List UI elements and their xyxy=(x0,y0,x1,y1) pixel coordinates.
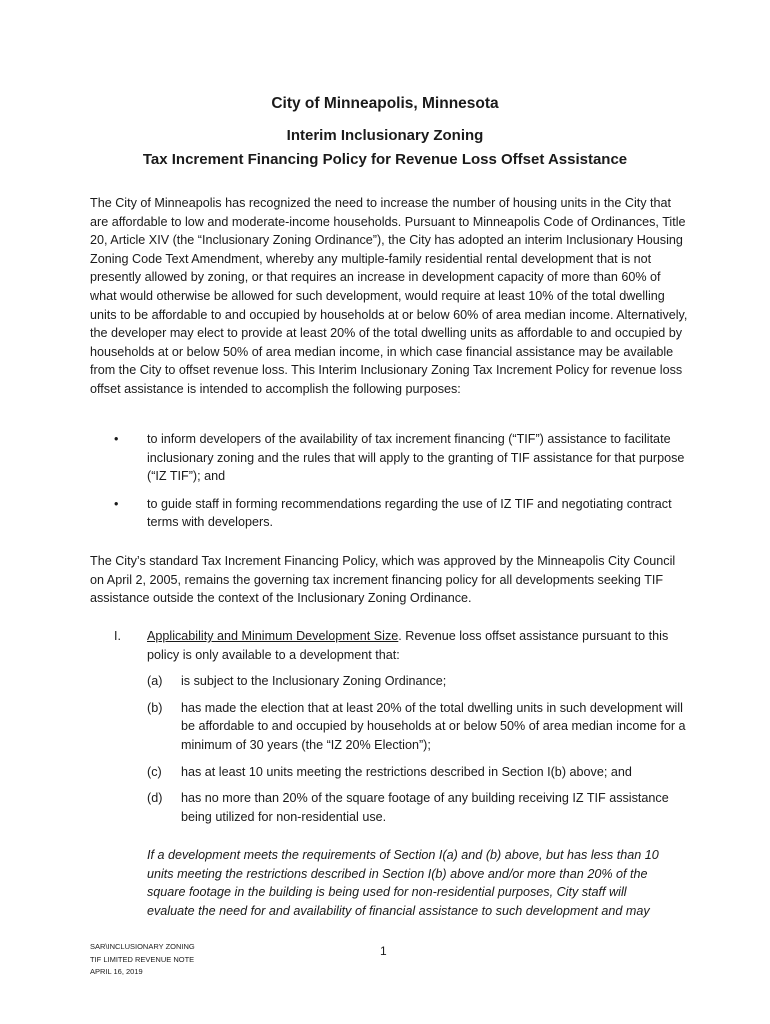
section-title: Applicability and Minimum Development Size xyxy=(147,629,399,643)
standard-policy-paragraph: The City’s standard Tax Increment Financing Policy, which was approved by the Minneapolis City Council on April 2, 2005, remains the governing tax increment financing policy for all developments seeking TIF assistance outside the context of the Inclusionary Zoning Ordinance. xyxy=(90,554,676,606)
italic-note: If a development meets the requirements of Section I(a) and (b) above, but has less than 10 units meeting the restrictions described in Section I(b) above and/or more than 20% of the square footage in the building is being used for non-residential purposes, City staff will evaluate the need for and availability of financial assistance to such development and may xyxy=(147,848,659,918)
item-text: is subject to the Inclusionary Zoning Ordinance; xyxy=(181,674,447,689)
item-label: (a) xyxy=(147,674,163,689)
list-item xyxy=(90,495,690,532)
footer-line-2: TIF LIMITED REVENUE NOTE xyxy=(90,954,195,964)
item-text: has no more than 20% of the square footage of any building receiving IZ TIF assistance being utilized for non-residential use. xyxy=(181,791,669,824)
section-intro: . Revenue loss offset assistance pursuant to this policy is only available to a development that: xyxy=(147,629,669,662)
list-item xyxy=(90,430,690,486)
list-item xyxy=(90,789,690,826)
document-title: City of Minneapolis, Minnesota xyxy=(271,95,499,112)
section-applicability xyxy=(90,627,690,834)
item-text: has at least 10 units meeting the restrictions described in Section I(b) above; and xyxy=(181,764,632,779)
footer-reference xyxy=(90,941,195,979)
item-label: (c) xyxy=(147,764,162,779)
purpose-bullet-list xyxy=(90,430,690,541)
intro-paragraph: The City of Minneapolis has recognized the need to increase the number of housing units in the City that are affordable to low and moderate-income households. Pursuant to Minneapolis Code of Ordinances, Title 20, Article XIV (the “Inclusionary Zoning Ordinance”), the City has adopted an interim Inclusionary Housing Zoning Code Text Amendment, whereby any multiple-family residential rental development that is not presently allowed by zoning, or that requires an increase in development capacity of more than 60% of what would otherwise be allowed for such development, would require at least 10% of the total dwelling units to be affordable to and occupied by households at or below 60% of area median income. Alternatively, the developer may elect to provide at least 20% of the total dwelling units as affordable to and occupied by households at or below 50% of area median income, in which case financial assistance may be available from the City to offset revenue loss. This Interim Inclusionary Zoning Tax Increment Policy for revenue loss offset assistance is intended to accomplish the following purposes: xyxy=(90,196,688,396)
section-number: I. xyxy=(114,629,121,643)
bullet-text: to guide staff in forming recommendations regarding the use of IZ TIF and negotiating contract terms with developers. xyxy=(147,496,672,530)
footer-line-1: SAR\INCLUSIONARY ZONING xyxy=(90,942,195,951)
requirement-list xyxy=(90,672,690,826)
list-item xyxy=(90,763,690,782)
document-subtitle-2: Tax Increment Financing Policy for Revenue Loss Offset Assistance xyxy=(142,151,628,168)
bullet-icon: • xyxy=(114,432,119,446)
item-label: (b) xyxy=(147,700,163,715)
footer-line-3: APRIL 16, 2019 xyxy=(90,967,143,976)
page-number: 1 xyxy=(380,944,387,958)
bullet-icon: • xyxy=(114,496,119,511)
list-item xyxy=(90,672,690,691)
item-label: (d) xyxy=(147,791,163,806)
list-item xyxy=(90,699,690,755)
document-header xyxy=(0,94,770,170)
section-heading xyxy=(90,627,690,664)
bullet-text: to inform developers of the availability of tax increment financing (“TIF”) assistance to facilitate inclusionary zoning and the rules that will apply to the granting of TIF assistance for that purpose (“IZ TIF”); and xyxy=(147,432,685,484)
document-subtitle-1: Interim Inclusionary Zoning xyxy=(286,127,484,144)
item-text: has made the election that at least 20% of the total dwelling units in such development will be affordable to and occupied by households at or below 50% of area median income for a minimum of 30 years (the “IZ 20% Election”); xyxy=(181,700,686,752)
